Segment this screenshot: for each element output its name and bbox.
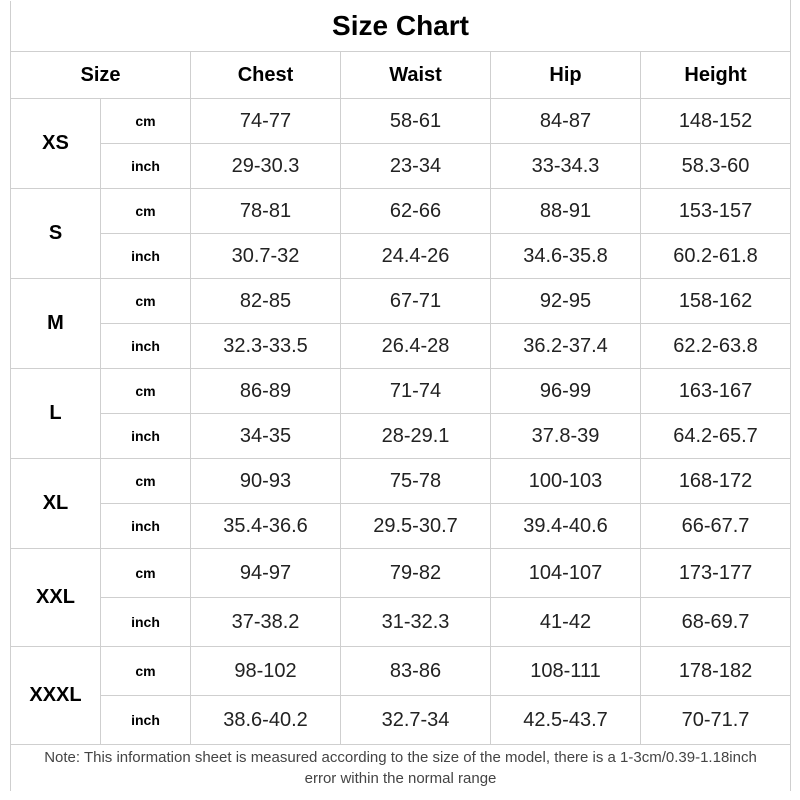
unit-label: inch xyxy=(101,504,191,549)
hip-value: 108-111 xyxy=(491,647,641,696)
waist-value: 71-74 xyxy=(341,369,491,414)
waist-value: 75-78 xyxy=(341,459,491,504)
table-row xyxy=(11,414,791,459)
chest-value: 74-77 xyxy=(191,99,341,144)
waist-value: 32.7-34 xyxy=(341,696,491,745)
height-value: 68-69.7 xyxy=(641,598,791,647)
unit-label: inch xyxy=(101,598,191,647)
unit-label: inch xyxy=(101,234,191,279)
header-row xyxy=(11,52,791,99)
waist-value: 83-86 xyxy=(341,647,491,696)
header-size: Size xyxy=(11,52,191,99)
waist-value: 31-32.3 xyxy=(341,598,491,647)
chart-note xyxy=(11,745,791,792)
chart-title: Size Chart xyxy=(11,1,791,52)
unit-label: cm xyxy=(101,189,191,234)
header-height: Height xyxy=(641,52,791,99)
unit-label: cm xyxy=(101,99,191,144)
size-chart xyxy=(10,0,790,800)
table-row xyxy=(11,598,791,647)
height-value: 158-162 xyxy=(641,279,791,324)
height-value: 148-152 xyxy=(641,99,791,144)
table-row xyxy=(11,647,791,696)
chest-value: 78-81 xyxy=(191,189,341,234)
table-row xyxy=(11,279,791,324)
hip-value: 39.4-40.6 xyxy=(491,504,641,549)
hip-value: 33-34.3 xyxy=(491,144,641,189)
chest-value: 35.4-36.6 xyxy=(191,504,341,549)
waist-value: 24.4-26 xyxy=(341,234,491,279)
unit-label: inch xyxy=(101,696,191,745)
waist-value: 79-82 xyxy=(341,549,491,598)
chest-value: 82-85 xyxy=(191,279,341,324)
height-value: 60.2-61.8 xyxy=(641,234,791,279)
table-row xyxy=(11,504,791,549)
unit-label: inch xyxy=(101,324,191,369)
height-value: 163-167 xyxy=(641,369,791,414)
waist-value: 62-66 xyxy=(341,189,491,234)
unit-label: cm xyxy=(101,647,191,696)
table-row xyxy=(11,696,791,745)
hip-value: 36.2-37.4 xyxy=(491,324,641,369)
size-label: XL xyxy=(11,459,101,549)
hip-value: 96-99 xyxy=(491,369,641,414)
waist-value: 28-29.1 xyxy=(341,414,491,459)
table-row xyxy=(11,369,791,414)
hip-value: 34.6-35.8 xyxy=(491,234,641,279)
unit-label: cm xyxy=(101,279,191,324)
table-row xyxy=(11,144,791,189)
note-line-2: error within the normal range xyxy=(304,770,497,787)
size-label: XS xyxy=(11,99,101,189)
chest-value: 86-89 xyxy=(191,369,341,414)
table-row xyxy=(11,324,791,369)
header-waist: Waist xyxy=(341,52,491,99)
size-label: XXL xyxy=(11,549,101,647)
hip-value: 88-91 xyxy=(491,189,641,234)
hip-value: 84-87 xyxy=(491,99,641,144)
hip-value: 41-42 xyxy=(491,598,641,647)
hip-value: 37.8-39 xyxy=(491,414,641,459)
hip-value: 92-95 xyxy=(491,279,641,324)
unit-label: cm xyxy=(101,549,191,598)
chest-value: 32.3-33.5 xyxy=(191,324,341,369)
height-value: 173-177 xyxy=(641,549,791,598)
size-label: S xyxy=(11,189,101,279)
height-value: 168-172 xyxy=(641,459,791,504)
header-hip: Hip xyxy=(491,52,641,99)
chest-value: 94-97 xyxy=(191,549,341,598)
waist-value: 58-61 xyxy=(341,99,491,144)
height-value: 70-71.7 xyxy=(641,696,791,745)
header-chest: Chest xyxy=(191,52,341,99)
waist-value: 23-34 xyxy=(341,144,491,189)
height-value: 58.3-60 xyxy=(641,144,791,189)
hip-value: 42.5-43.7 xyxy=(491,696,641,745)
unit-label: cm xyxy=(101,369,191,414)
table-row xyxy=(11,234,791,279)
height-value: 66-67.7 xyxy=(641,504,791,549)
height-value: 153-157 xyxy=(641,189,791,234)
table-row xyxy=(11,549,791,598)
table-row xyxy=(11,189,791,234)
height-value: 64.2-65.7 xyxy=(641,414,791,459)
height-value: 178-182 xyxy=(641,647,791,696)
unit-label: inch xyxy=(101,414,191,459)
chest-value: 38.6-40.2 xyxy=(191,696,341,745)
table-row xyxy=(11,99,791,144)
size-label: L xyxy=(11,369,101,459)
height-value: 62.2-63.8 xyxy=(641,324,791,369)
size-label: M xyxy=(11,279,101,369)
table-row xyxy=(11,459,791,504)
chest-value: 29-30.3 xyxy=(191,144,341,189)
waist-value: 29.5-30.7 xyxy=(341,504,491,549)
chest-value: 90-93 xyxy=(191,459,341,504)
size-label: XXXL xyxy=(11,647,101,745)
chest-value: 37-38.2 xyxy=(191,598,341,647)
waist-value: 26.4-28 xyxy=(341,324,491,369)
size-chart-table xyxy=(10,0,791,792)
unit-label: cm xyxy=(101,459,191,504)
waist-value: 67-71 xyxy=(341,279,491,324)
chest-value: 98-102 xyxy=(191,647,341,696)
unit-label: inch xyxy=(101,144,191,189)
note-line-1: Note: This information sheet is measured according to the size of the model, there is a 1-3cm/0.39-1.18inch xyxy=(44,749,757,766)
hip-value: 104-107 xyxy=(491,549,641,598)
hip-value: 100-103 xyxy=(491,459,641,504)
chest-value: 34-35 xyxy=(191,414,341,459)
chest-value: 30.7-32 xyxy=(191,234,341,279)
